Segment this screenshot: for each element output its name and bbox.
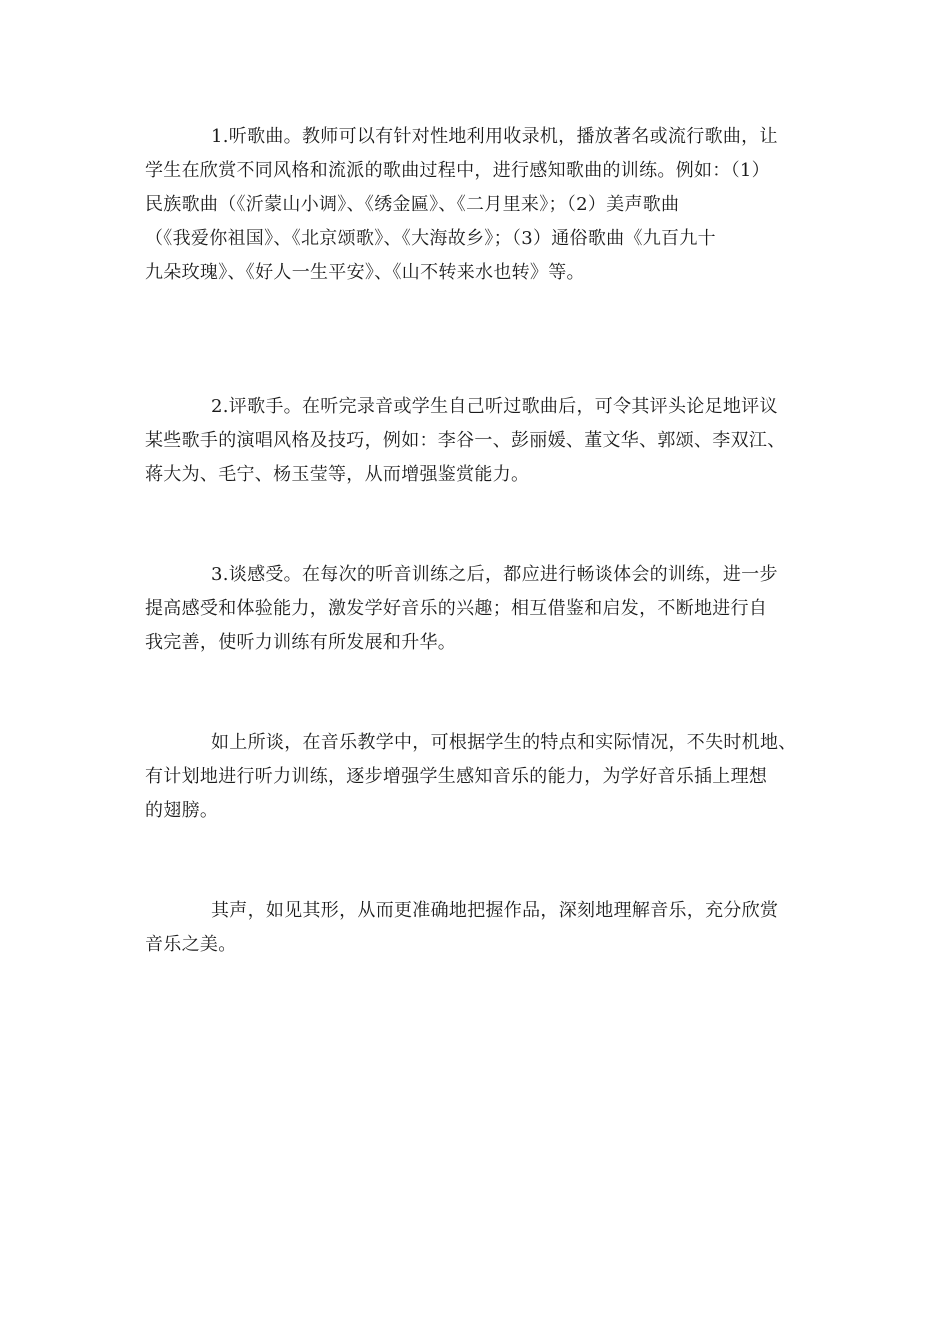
paragraph-line: 我完善，使听力训练有所发展和升华。 (145, 632, 457, 653)
paragraph-evaluate-singers (145, 390, 825, 492)
paragraph-line: 某些歌手的演唱风格及技巧，例如：李谷一、彭丽媛、董文华、郭颂、李双江、 (145, 430, 786, 451)
paragraph-line: 如上所谈，在音乐教学中，可根据学生的特点和实际情况，不失时机地、 (211, 732, 797, 753)
paragraph-line: 其声，如见其形，从而更准确地把握作品，深刻地理解音乐，充分欣赏 (211, 900, 779, 921)
paragraph-conclusion (145, 894, 825, 962)
paragraph-line: 学生在欣赏不同风格和流派的歌曲过程中，进行感知歌曲的训练。例如：（1） (145, 160, 770, 181)
paragraph-line: 民族歌曲（《沂蒙山小调》、《绣金匾》、《二月里来》；（2）美声歌曲 (145, 194, 680, 215)
paragraph-line: （《我爱你祖国》、《北京颂歌》、《大海故乡》；（3）通俗歌曲《九百九十 (145, 228, 716, 249)
paragraph-line: 1.听歌曲。教师可以有针对性地利用收录机，播放著名或流行歌曲，让 (211, 126, 778, 147)
paragraph-share-feelings (145, 558, 825, 660)
paragraph-line: 的翅膀。 (145, 800, 219, 821)
paragraph-summary (145, 726, 825, 828)
paragraph-line: 2.评歌手。在听完录音或学生自己听过歌曲后，可令其评头论足地评议 (211, 396, 778, 417)
paragraph-line: 有计划地进行听力训练，逐步增强学生感知音乐的能力，为学好音乐插上理想 (145, 766, 768, 787)
paragraph-line: 提高感受和体验能力，激发学好音乐的兴趣；相互借鉴和启发，不断地进行自 (145, 598, 768, 619)
paragraph-line: 3.谈感受。在每次的听音训练之后，都应进行畅谈体会的训练，进一步 (211, 564, 778, 585)
paragraph-line: 九朵玫瑰》、《好人一生平安》、《山不转来水也转》等。 (145, 262, 585, 283)
paragraph-line: 蒋大为、毛宁、杨玉莹等，从而增强鉴赏能力。 (145, 464, 530, 485)
paragraph-listen-songs (145, 120, 825, 290)
paragraph-line: 音乐之美。 (145, 934, 237, 955)
